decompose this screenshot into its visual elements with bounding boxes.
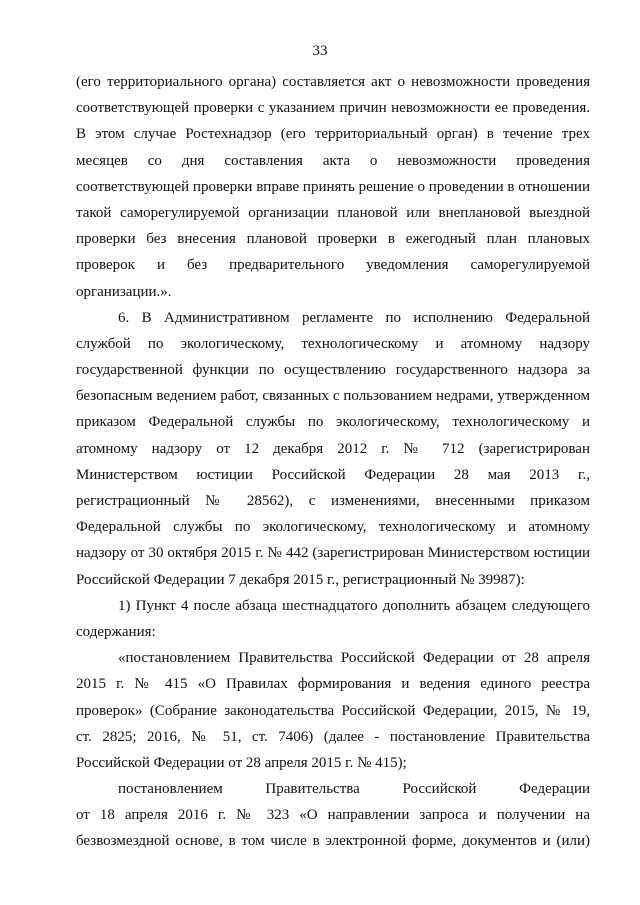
paragraph-start-line: постановлением Правительства Российской Федерации bbox=[118, 781, 590, 798]
page-number: 33 bbox=[312, 43, 328, 59]
text-line: проверок и без предварительного уведомления саморегулируемой bbox=[76, 257, 590, 274]
text-line: такой саморегулируемой организации плановой или внеплановой выездной bbox=[76, 204, 590, 221]
paragraph-start-line: «постановлением Правительства Российской Федерации от 28 апреля bbox=[118, 650, 590, 667]
text-line: проверки без внесения плановой проверки в ежегодный план плановых bbox=[76, 231, 590, 248]
text-line: государственной функции по осуществлению государственного надзора за bbox=[76, 362, 590, 379]
text-line: безопасным ведением работ, связанных с пользованием недрами, утвержденном bbox=[76, 388, 590, 405]
text-line: приказом Федеральной службы по экологическому, технологическому и bbox=[76, 414, 590, 431]
text-line: Федеральной службы по экологическому, технологическому и атомному bbox=[76, 519, 590, 536]
text-line: безвозмездной основе, в том числе в электронной форме, документов и (или) bbox=[76, 833, 590, 850]
text-line: Российской Федерации от 28 апреля 2015 г. № 415); bbox=[76, 754, 407, 771]
text-line: месяцев со дня составления акта о невозможности проведения bbox=[76, 152, 590, 169]
text-line: В этом случае Ростехнадзор (его территориальный орган) в течение трех bbox=[76, 126, 590, 143]
document-body bbox=[76, 69, 590, 855]
text-line: Министерством юстиции Российской Федерации 28 мая 2013 г., bbox=[76, 466, 590, 483]
text-line: службой по экологическому, технологическому и атомному надзору bbox=[76, 335, 590, 352]
paragraph-start-line: 6. В Административном регламенте по исполнению Федеральной bbox=[118, 309, 590, 326]
text-line: Российской Федерации 7 декабря 2015 г., регистрационный № 39987): bbox=[76, 571, 525, 588]
text-line: (его территориального органа) составляется акт о невозможности проведения bbox=[76, 74, 590, 90]
text-line: надзору от 30 октября 2015 г. № 442 (зарегистрирован Министерством юстиции bbox=[76, 545, 590, 562]
text-line: проверок» (Собрание законодательства Российской Федерации, 2015, № 19, bbox=[76, 702, 590, 719]
text-line: ст. 2825; 2016, № 51, ст. 7406) (далее - постановление Правительства bbox=[76, 728, 590, 745]
text-line: содержания: bbox=[76, 623, 156, 640]
text-line: атомному надзору от 12 декабря 2012 г. № 712 (зарегистрирован bbox=[76, 440, 590, 457]
paragraph-start-line: 1) Пункт 4 после абзаца шестнадцатого дополнить абзацем следующего bbox=[118, 597, 590, 614]
text-line: организации.». bbox=[76, 283, 172, 300]
text-line: от 18 апреля 2016 г. № 323 «О направлении запроса и получении на bbox=[76, 807, 590, 824]
text-line: регистрационный № 28562), с изменениями, внесенными приказом bbox=[76, 493, 590, 509]
text-line: 2015 г. № 415 «О Правилах формирования и ведения единого реестра bbox=[76, 676, 590, 693]
text-line: соответствующей проверки с указанием причин невозможности ее проведения. bbox=[76, 100, 590, 117]
text-line: соответствующей проверки вправе принять решение о проведении в отношении bbox=[76, 178, 590, 195]
